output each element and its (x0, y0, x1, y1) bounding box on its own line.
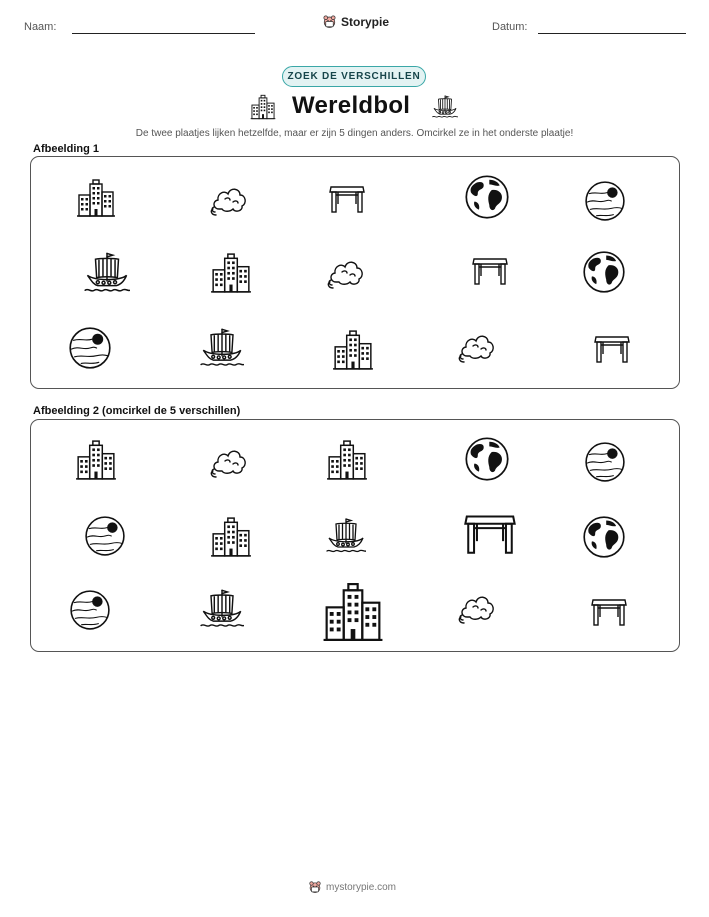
footer-url[interactable]: mystorypie.com (326, 881, 397, 893)
table-icon[interactable] (461, 502, 519, 560)
cloud-icon[interactable] (457, 326, 497, 366)
globe-icon[interactable] (582, 250, 626, 294)
footer-brand (308, 880, 396, 894)
section-label-picture-1: Afbeelding 1 (33, 143, 100, 155)
name-label: Naam: (24, 21, 57, 33)
globe-icon[interactable] (464, 174, 510, 220)
date-field[interactable] (538, 33, 686, 34)
planet-icon[interactable] (84, 515, 126, 557)
city-icon[interactable] (210, 252, 252, 294)
cloud-icon[interactable] (457, 587, 497, 627)
storypie-mascot-icon (322, 14, 337, 29)
table-icon[interactable] (592, 327, 632, 367)
planet-icon[interactable] (584, 180, 626, 222)
cloud-icon[interactable] (326, 252, 366, 292)
city-icon[interactable] (210, 516, 252, 558)
date-label: Datum: (492, 21, 528, 33)
table-icon[interactable] (470, 249, 510, 289)
name-field[interactable] (72, 33, 255, 34)
brand-logo (322, 14, 389, 29)
viking-ship-icon[interactable] (200, 326, 244, 370)
table-icon[interactable] (327, 177, 367, 217)
planet-icon[interactable] (584, 441, 626, 483)
globe-icon[interactable] (464, 436, 510, 482)
viking-ship-icon[interactable] (326, 516, 366, 556)
viking-ship-icon[interactable] (84, 250, 130, 296)
page-title: Wereldbol (292, 92, 411, 119)
globe-icon[interactable] (582, 515, 626, 559)
brand-name: Storypie (341, 14, 390, 29)
cloud-icon[interactable] (209, 179, 249, 219)
activity-badge: ZOEK DE VERSCHILLEN (282, 66, 426, 87)
storypie-mascot-icon (308, 880, 322, 894)
viking-ship-icon (432, 94, 458, 120)
city-icon[interactable] (322, 581, 384, 643)
city-icon[interactable] (76, 178, 116, 218)
planet-icon[interactable] (69, 589, 111, 631)
city-icon[interactable] (75, 439, 117, 481)
city-icon[interactable] (326, 439, 368, 481)
viking-ship-icon[interactable] (200, 587, 244, 631)
section-label-picture-2: Afbeelding 2 (omcirkel de 5 verschillen) (33, 405, 241, 417)
instruction-text: De twee plaatjes lijken hetzelfde, maar er zijn 5 dingen anders. Omcirkel ze in het onderste plaatje! (135, 128, 574, 139)
planet-icon[interactable] (68, 326, 112, 370)
city-icon (250, 94, 276, 120)
city-icon[interactable] (332, 329, 374, 371)
table-icon[interactable] (589, 590, 629, 630)
cloud-icon[interactable] (209, 441, 249, 481)
